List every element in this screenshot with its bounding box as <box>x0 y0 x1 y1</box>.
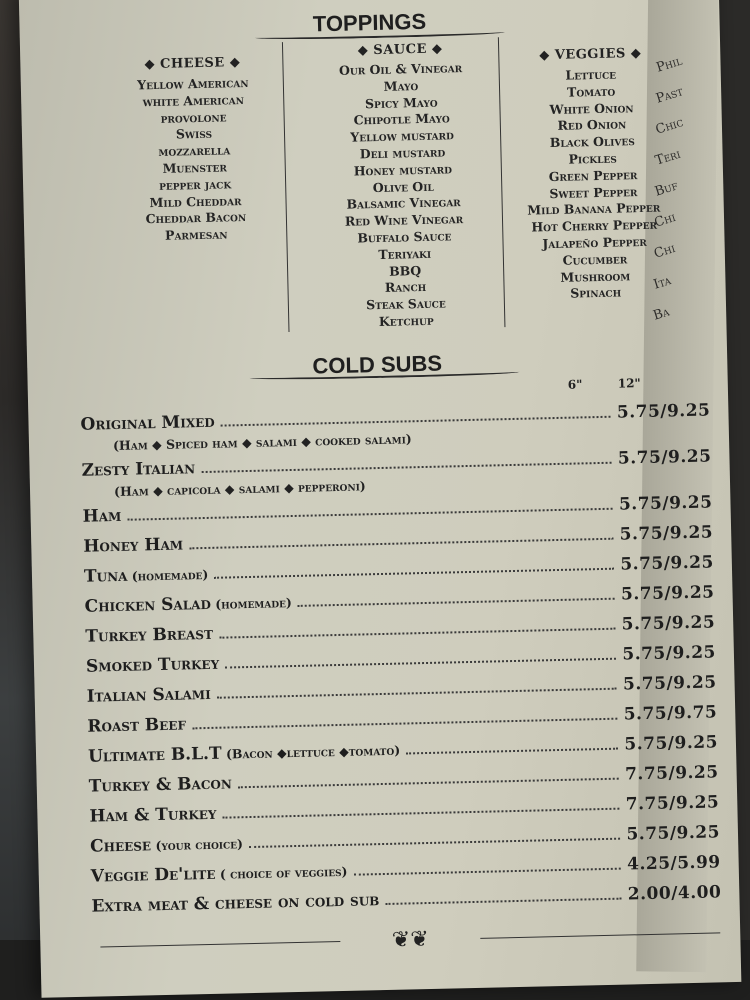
menu-item-name <box>87 714 186 736</box>
veggie-item: Sweet Pepper <box>549 183 638 201</box>
cheese-item: Yellow American <box>137 74 249 93</box>
sauce-item: Buffalo Sauce <box>357 228 452 246</box>
menu-item-price: 5.75/9.25 <box>620 552 715 575</box>
dot-leader <box>298 598 615 607</box>
veggie-item: Tomato <box>566 83 616 100</box>
veggie-item: Red Onion <box>557 116 627 134</box>
sauce-item: Honey mustard <box>353 161 453 179</box>
adjacent-page-word: Ba <box>651 304 672 324</box>
veggie-item: Mushroom <box>560 267 631 285</box>
menu-item-price: 5.75/9.75 <box>623 702 718 725</box>
adjacent-page-word: Phil <box>654 53 684 76</box>
menu-item-label: Ham <box>82 505 122 527</box>
menu-item-price: 4.25/5.99 <box>626 852 721 875</box>
menu-item-name <box>87 684 211 707</box>
cheese-item: mozzarella <box>158 142 231 160</box>
menu-item-note: (Bacon ◆lettuce ◆tomato) <box>221 742 401 762</box>
veggie-item: Pickles <box>568 150 617 167</box>
sauce-heading: ◆ SAUCE ◆ <box>357 41 443 59</box>
menu-item-price: 2.00/4.00 <box>627 882 722 905</box>
menu-item-name <box>89 773 232 796</box>
cheese-item: Swiss <box>175 126 213 142</box>
sauce-item: Ranch <box>384 279 427 296</box>
veggie-item: Lettuce <box>565 66 617 83</box>
menu-item-price: 5.75/9.25 <box>618 492 713 515</box>
sauce-item: Teriyaki <box>378 245 432 262</box>
adjacent-page-word: Past <box>654 84 685 107</box>
dot-leader <box>354 868 622 876</box>
veggie-item: Black Olives <box>549 133 635 151</box>
cold-subs-list <box>80 400 721 926</box>
menu-item-price: 5.75/9.25 <box>620 582 715 605</box>
menu-item-label: Chicken Salad <box>84 593 212 617</box>
menu-item-label: Veggie De'lite <box>90 863 216 887</box>
menu-item-name <box>90 833 243 856</box>
adjacent-page-word: Ita <box>651 273 673 293</box>
menu-item-name <box>80 412 215 435</box>
sauce-item: Our Oil & Vinegar <box>338 60 463 78</box>
menu-item-label: Zesty Italian <box>81 458 196 481</box>
sauce-item: Spicy Mayo <box>364 94 438 111</box>
sauce-item: Yellow mustard <box>350 127 455 145</box>
menu-item-name <box>85 624 213 647</box>
sauce-item: Steak Sauce <box>365 295 446 313</box>
ornament-line-left <box>100 941 340 947</box>
dot-leader <box>385 898 622 905</box>
menu-item-label: Ham & Turkey <box>89 803 217 827</box>
adjacent-page-word: Chi <box>652 240 678 262</box>
veggie-item: Mild Banana Pepper <box>527 199 661 218</box>
menu-item-name <box>89 804 216 827</box>
adjacent-page-word: Buf <box>653 178 680 200</box>
menu-item-price: 5.75/9.25 <box>624 732 719 755</box>
veggie-item: Jalapeño Pepper <box>542 233 647 252</box>
cheese-item: pepper jack <box>158 176 232 193</box>
cheese-item: white American <box>142 91 245 110</box>
menu-item-label: Roast Beef <box>87 714 187 737</box>
cheese-item: Mild Cheddar <box>149 192 242 210</box>
dot-leader <box>238 778 619 789</box>
menu-item-price: 5.75/9.25 <box>622 672 717 695</box>
dot-leader <box>192 718 618 730</box>
sauce-item: Olive Oil <box>372 178 434 195</box>
dot-leader <box>214 568 614 579</box>
dot-leader <box>225 658 616 669</box>
dot-leader <box>217 688 617 699</box>
toppings-title: TOPPINGS <box>312 8 427 37</box>
menu-item-name <box>86 654 220 677</box>
dot-leader <box>201 462 612 473</box>
cheese-item: Muenster <box>162 159 228 176</box>
menu-item-name <box>82 506 121 527</box>
cheese-list <box>103 74 287 246</box>
sauce-item: Chipotle Mayo <box>353 110 450 128</box>
menu-item-name <box>84 564 209 587</box>
dot-leader <box>221 416 611 427</box>
dot-leader <box>189 538 614 550</box>
menu-item-price: 5.75/9.25 <box>619 522 714 545</box>
menu-item-label: Honey Ham <box>83 534 184 557</box>
veggie-item: Cucumber <box>562 251 628 268</box>
cheese-item: provolone <box>160 108 227 126</box>
cheese-item: Parmesan <box>164 226 228 243</box>
menu-item-label: Extra meat & cheese on cold sub <box>91 890 380 917</box>
menu-item-label: Ultimate B.L.T <box>87 743 222 767</box>
menu-item-price: 5.75/9.25 <box>622 642 717 665</box>
menu-item-label: Turkey Breast <box>85 623 214 647</box>
menu-item-price: 7.75/9.25 <box>625 792 720 815</box>
menu-item-price: 5.75/9.25 <box>617 446 712 469</box>
sauce-item: Deli mustard <box>359 144 446 162</box>
veggie-item: Spinach <box>570 284 622 301</box>
veggie-item: Hot Cherry Pepper <box>531 216 658 235</box>
sauce-item: Mayo <box>383 77 419 94</box>
menu-item-price: 5.75/9.25 <box>621 612 716 635</box>
dot-leader <box>406 748 618 755</box>
veggies-heading: ◆ VEGGIES ◆ <box>539 45 642 64</box>
menu-item-label: Italian Salami <box>86 683 211 707</box>
adjacent-page-word: Chi <box>652 209 678 231</box>
dot-leader <box>223 808 620 819</box>
menu-item-price: 5.75/9.25 <box>626 822 721 845</box>
cheese-item: Cheddar Bacon <box>145 209 247 227</box>
sauce-item: Red Wine Vinegar <box>344 211 464 229</box>
dot-leader <box>127 508 613 521</box>
veggie-item: Green Pepper <box>548 166 638 184</box>
menu-item-name <box>83 534 183 556</box>
scroll-ornament-icon: ❦❦ <box>391 927 430 953</box>
menu-item-description: (Ham ◆ capicola ◆ salami ◆ pepperoni) <box>113 478 366 500</box>
dot-leader <box>219 628 616 639</box>
menu-item-label: Tuna <box>83 565 128 587</box>
adjacent-page-word: Chic <box>653 114 686 138</box>
menu-item-label: Original Mixed <box>80 411 215 435</box>
sauce-item: Ketchup <box>378 312 434 329</box>
size-12-inch-header: 12" <box>617 376 641 391</box>
sauce-item: BBQ <box>388 262 422 279</box>
menu-item-name <box>81 458 195 481</box>
menu-item-label: Cheese <box>89 835 152 857</box>
menu-item-name <box>84 592 292 617</box>
menu-item-label: Turkey & Bacon <box>88 773 233 797</box>
menu-item-price: 7.75/9.25 <box>624 762 719 785</box>
sauce-item: Balsamic Vinegar <box>346 194 461 213</box>
menu-item-note: (homemade) <box>127 566 209 584</box>
menu-item-label: Smoked Turkey <box>85 653 220 677</box>
menu-item-description: (Ham ◆ Spiced ham ◆ salami ◆ cooked salami) <box>112 431 412 454</box>
menu-item-price: 5.75/9.25 <box>616 400 711 423</box>
sauce-list <box>300 59 506 332</box>
dot-leader <box>249 838 621 848</box>
adjacent-page-word: Teri <box>653 146 683 169</box>
veggie-item: White Onion <box>549 99 634 117</box>
cold-subs-title: COLD SUBS <box>312 350 443 379</box>
menu-item-note: (homemade) <box>210 595 293 612</box>
menu-page <box>19 0 742 998</box>
menu-item-note: ( choice of veggies) <box>215 863 348 882</box>
veggies-list <box>501 65 686 304</box>
menu-item-note: (your choice) <box>150 836 244 854</box>
cheese-heading: ◆ CHEESE ◆ <box>144 55 241 73</box>
size-6-inch-header: 6" <box>567 377 583 392</box>
